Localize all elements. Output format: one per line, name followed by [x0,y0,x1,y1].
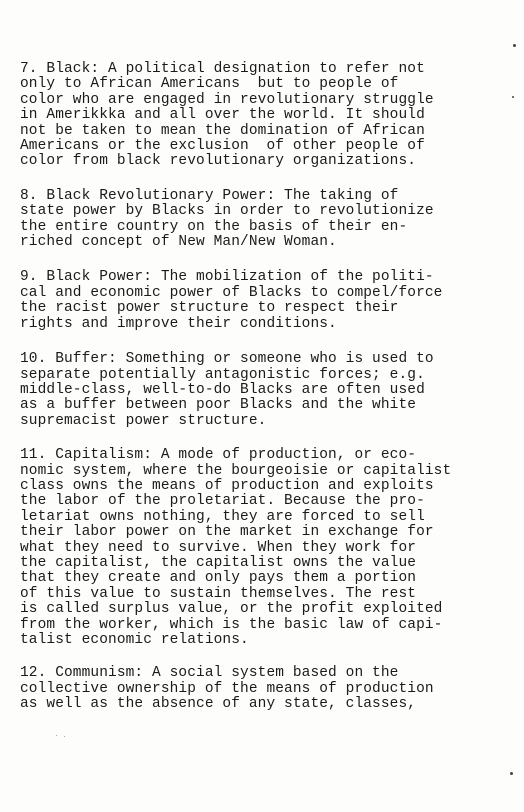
text-line: the labor of the proletariat. Because the pro- [20,493,425,510]
glossary-entry-black [20,62,502,170]
text-line: of this value to sustain themselves. The rest [20,585,417,602]
text-line: 10. Buffer: Something or someone who is used to [20,351,434,368]
text-line: cal and economic power of Blacks to compel/force [20,284,443,301]
text-line: Americans or the exclusion of other people of [20,138,425,155]
text-line: 7. Black: A political designation to refer not [20,61,425,77]
text-line: nomic system, where the bourgeoisie or capitalist [20,462,452,479]
text-line: what they need to survive. When they work for [20,539,417,556]
glossary-entry-communism [20,666,502,712]
text-line: collective ownership of the means of production [20,680,434,697]
text-line: class owns the means of production and exploits [20,477,434,494]
text-line: the capitalist, the capitalist owns the value [20,554,417,571]
text-line: in Amerikkka and all over the world. It should [20,107,425,124]
text-line: their labor power on the market in exchange for [20,524,434,541]
glossary-text [20,62,502,731]
scan-speck [512,96,514,98]
text-line: from the worker, which is the basic law of capi- [20,616,443,633]
text-line: middle-class, well-to-do Blacks are often used [20,381,425,398]
text-line: 11. Capitalism: A mode of production, or eco- [20,447,417,464]
text-line: state power by Blacks in order to revolutionize [20,203,434,220]
text-line: color who are engaged in revolutionary struggle [20,91,434,108]
text-line: talist economic relations. [20,632,249,648]
text-line: the racist power structure to respect their [20,300,399,317]
glossary-entry-buffer [20,352,502,429]
scan-speck [64,736,65,737]
text-line: 8. Black Revolutionary Power: The taking of [20,187,399,204]
text-line: 9. Black Power: The mobilization of the politi- [20,269,434,286]
text-line: riched concept of New Man/New Woman. [20,234,337,251]
glossary-entry-black-power [20,270,502,332]
text-line: as a buffer between poor Blacks and the white [20,397,417,414]
scan-speck [56,735,57,736]
text-line: as well as the absence of any state, classes, [20,696,417,713]
text-line: not be taken to mean the domination of African [20,122,425,139]
text-line: color from black revolutionary organizations. [20,153,417,170]
text-line: rights and improve their conditions. [20,315,337,332]
glossary-entry-capitalism [20,448,502,648]
glossary-entry-black-revolutionary-power [20,189,502,251]
text-line: is called surplus value, or the profit exploited [20,601,443,618]
text-line: supremacist power structure. [20,412,267,429]
text-line: 12. Communism: A social system based on the [20,665,399,682]
scan-speck [513,44,516,47]
text-line: that they create and only pays them a portion [20,570,417,587]
scan-speck [510,772,513,775]
text-line: letariat owns nothing, they are forced to sell [20,508,425,525]
text-line: separate potentially antagonistic forces; e.g. [20,366,425,383]
text-line: the entire country on the basis of their en- [20,218,408,235]
text-line: only to African Americans but to people of [20,76,399,93]
